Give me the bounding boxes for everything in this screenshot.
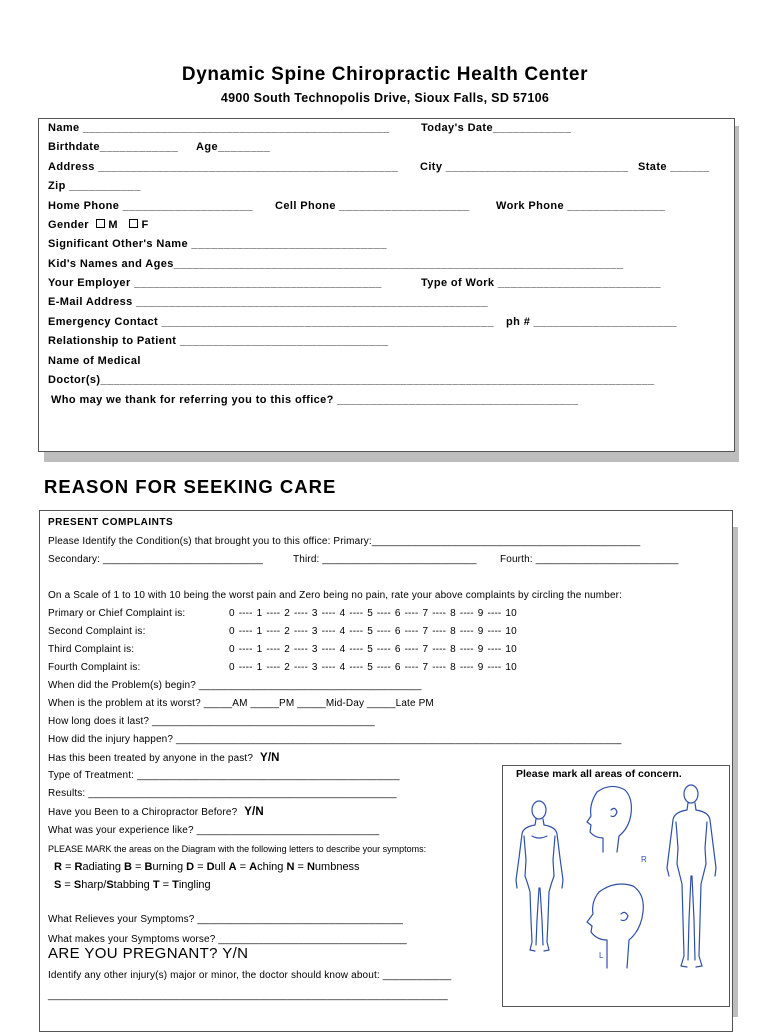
scale-number[interactable]: 6 (394, 662, 401, 673)
other-injury-field[interactable]: Identify any other injury(s) major or minor, the doctor should know about: ____________ (48, 970, 452, 981)
scale-number[interactable]: 6 (394, 626, 401, 637)
mark-areas-instructions: PLEASE MARK the areas on the Diagram with the following letters to describe your symptoms: (48, 844, 427, 854)
pain-scale-row[interactable] (229, 608, 521, 619)
todays-date-field[interactable]: Today's Date____________ (421, 122, 572, 134)
scale-number[interactable]: 5 (367, 644, 373, 655)
symptom-legend-line-1: R = Radiating B = Burning D = Dull A = Aching N = Numbness (54, 861, 360, 873)
experience-field[interactable]: What was your experience like? ________________________________ (48, 825, 380, 836)
name-field[interactable]: Name _______________________________________________ (48, 122, 390, 134)
emergency-phone-field[interactable]: ph # ______________________ (506, 316, 678, 328)
gender-row (48, 219, 149, 231)
scale-separator: ---- (294, 662, 308, 673)
scale-number[interactable]: 1 (256, 662, 263, 673)
relationship-field[interactable]: Relationship to Patient ________________________________ (48, 335, 389, 347)
scale-separator: ---- (376, 662, 391, 673)
scale-separator: ---- (459, 608, 474, 619)
scale-number[interactable]: 4 (339, 644, 346, 655)
scale-separator: ---- (321, 608, 336, 619)
diagram-letter: L (599, 951, 604, 960)
emergency-contact-field[interactable]: Emergency Contact ___________________________________________________ (48, 316, 494, 328)
pain-scale-row[interactable] (229, 662, 521, 673)
scale-number[interactable]: 10 (505, 626, 517, 637)
scale-separator: ---- (404, 662, 419, 673)
scale-separator: ---- (376, 626, 391, 637)
scale-number[interactable]: 9 (477, 626, 484, 637)
scale-separator: ---- (432, 644, 447, 655)
scale-separator: ---- (376, 608, 391, 619)
scale-number[interactable]: 7 (422, 608, 429, 619)
scale-separator: ---- (294, 644, 308, 655)
complaint-label: Third Complaint is: (48, 644, 135, 655)
type-of-treatment-field[interactable]: Type of Treatment: ______________________________________________ (48, 770, 400, 781)
treated-before-label: Has this been treated by anyone in the past? (48, 753, 254, 764)
scale-separator: ---- (349, 608, 364, 619)
state-field[interactable]: State ______ (638, 161, 710, 173)
third-condition-field[interactable]: Third: ___________________________ (293, 554, 477, 565)
work-phone-field[interactable]: Work Phone _______________ (496, 200, 666, 212)
pregnancy-question[interactable]: ARE YOU PREGNANT? Y/N (48, 945, 249, 962)
other-injury-continued[interactable]: ______________________________________________________________________ (48, 990, 448, 1001)
scale-number[interactable]: 10 (505, 662, 517, 673)
scale-number[interactable]: 4 (339, 626, 346, 637)
scale-number[interactable]: 9 (477, 608, 484, 619)
scale-separator: ---- (487, 644, 502, 655)
gender-m-label: M (108, 219, 118, 231)
scale-separator: ---- (459, 662, 474, 673)
scale-number[interactable]: 4 (339, 662, 346, 673)
front-body-figure (516, 801, 563, 951)
diagram-letter: R (641, 855, 647, 864)
pain-scale-row[interactable] (229, 626, 521, 637)
employer-field[interactable]: Your Employer ______________________________________ (48, 277, 382, 289)
scale-number[interactable]: 3 (311, 608, 318, 619)
scale-separator: ---- (376, 644, 391, 655)
scale-separator: ---- (487, 608, 502, 619)
kids-names-field[interactable]: Kid's Names and Ages_____________________________________________________________________ (48, 258, 624, 270)
referral-field[interactable]: Who may we thank for referring you to this office? _____________________________________ (51, 394, 579, 406)
scale-number[interactable]: 2 (284, 644, 290, 655)
scale-separator: ---- (266, 662, 281, 673)
scale-separator: ---- (266, 608, 281, 619)
primary-condition-field[interactable]: Please Identify the Condition(s) that brought you to this office: Primary:_______________________________________________ (48, 536, 641, 547)
results-field[interactable]: Results: ______________________________________________________ (48, 788, 397, 799)
problem-begin-field[interactable]: When did the Problem(s) begin? _______________________________________ (48, 680, 422, 691)
scale-number[interactable]: 3 (311, 662, 318, 673)
scale-separator: ---- (294, 608, 308, 619)
scale-separator: ---- (349, 662, 364, 673)
back-body-figure (667, 785, 716, 967)
chiropractor-before-row (48, 806, 264, 818)
scale-number[interactable]: 10 (505, 644, 517, 655)
scale-separator: ---- (266, 644, 281, 655)
gender-m-checkbox[interactable] (96, 219, 105, 228)
scale-number[interactable]: 1 (256, 608, 263, 619)
fourth-condition-field[interactable]: Fourth: _________________________ (500, 554, 679, 565)
zip-field[interactable]: Zip ___________ (48, 180, 141, 192)
scale-number[interactable]: 0 (229, 644, 235, 655)
treated-before-row (48, 752, 280, 764)
scale-number[interactable]: 0 (229, 662, 235, 673)
scale-number[interactable]: 8 (450, 626, 456, 637)
section-heading: REASON FOR SEEKING CARE (44, 476, 337, 497)
scale-number[interactable]: 5 (367, 626, 373, 637)
scale-number[interactable]: 1 (256, 644, 263, 655)
scale-number[interactable]: 8 (450, 644, 456, 655)
secondary-condition-field[interactable]: Secondary: ____________________________ (48, 554, 263, 565)
address-field[interactable]: Address ______________________________________________ (48, 161, 399, 173)
diagram-title: Please mark all areas of concern. (516, 768, 682, 780)
scale-separator: ---- (349, 626, 364, 637)
complaint-label: Fourth Complaint is: (48, 662, 141, 673)
how-injury-field[interactable]: How did the injury happen? ______________________________________________________________________________ (48, 734, 622, 745)
side-head-figure (587, 786, 631, 852)
gender-f-label: F (141, 219, 149, 231)
scale-separator: ---- (349, 644, 364, 655)
scale-separator: ---- (321, 626, 336, 637)
scale-separator: ---- (404, 644, 419, 655)
scale-number[interactable]: 4 (339, 608, 346, 619)
scale-separator: ---- (266, 626, 281, 637)
body-diagram[interactable] (503, 780, 727, 1004)
scale-number[interactable]: 6 (394, 644, 401, 655)
scale-number[interactable]: 2 (284, 626, 290, 637)
pain-scale-intro: On a Scale of 1 to 10 with 10 being the worst pain and Zero being no pain, rate your above complaints by circling the number: (48, 590, 623, 601)
scale-number[interactable]: 0 (229, 626, 235, 637)
significant-other-field[interactable]: Significant Other's Name ______________________________ (48, 238, 387, 250)
gender-label: Gender (48, 219, 89, 231)
scale-separator: ---- (459, 644, 474, 655)
symptom-legend-line-2: S = Sharp/Stabbing T = Tingling (54, 879, 211, 891)
scale-number[interactable]: 7 (422, 644, 429, 655)
scale-number[interactable]: 3 (311, 644, 318, 655)
scale-separator: ---- (487, 626, 502, 637)
home-phone-field[interactable]: Home Phone ____________________ (48, 200, 254, 212)
scale-number[interactable]: 9 (477, 644, 484, 655)
scale-separator: ---- (432, 608, 447, 619)
scale-number[interactable]: 5 (367, 662, 373, 673)
scale-separator: ---- (238, 626, 253, 637)
scale-separator: ---- (321, 662, 336, 673)
scale-number[interactable]: 9 (477, 662, 484, 673)
medical-doctor-field[interactable]: Doctor(s)_____________________________________________________________________________________ (48, 374, 655, 386)
treated-yn[interactable]: Y/N (260, 752, 280, 764)
scale-separator: ---- (238, 644, 253, 655)
medical-doctor-label: Name of Medical (48, 355, 141, 367)
scale-separator: ---- (432, 626, 447, 637)
worse-field[interactable]: What makes your Symptoms worse? _________________________________ (48, 934, 407, 945)
scale-separator: ---- (404, 626, 419, 637)
front-head-figure (587, 884, 643, 968)
complaint-label: Second Complaint is: (48, 626, 146, 637)
scale-number[interactable]: 10 (505, 608, 517, 619)
scale-separator: ---- (321, 644, 336, 655)
scale-separator: ---- (404, 608, 419, 619)
scale-number[interactable]: 7 (422, 626, 429, 637)
scale-separator: ---- (238, 662, 253, 673)
scale-separator: ---- (294, 626, 308, 637)
scale-separator: ---- (238, 608, 253, 619)
age-field[interactable]: Age________ (196, 141, 271, 153)
scale-number[interactable]: 6 (394, 608, 401, 619)
pain-scale-row[interactable] (229, 644, 521, 655)
scale-number[interactable]: 5 (367, 608, 373, 619)
cell-phone-field[interactable]: Cell Phone ____________________ (275, 200, 470, 212)
scale-number[interactable]: 7 (422, 662, 429, 673)
email-field[interactable]: E-Mail Address ______________________________________________________ (48, 296, 489, 308)
scale-separator: ---- (432, 662, 447, 673)
chiropractor-before-label: Have you Been to a Chiropractor Before? (48, 807, 238, 818)
scale-number[interactable]: 3 (311, 626, 318, 637)
scale-number[interactable]: 8 (450, 608, 456, 619)
scale-number[interactable]: 8 (450, 662, 456, 673)
scale-separator: ---- (459, 626, 474, 637)
scale-separator: ---- (487, 662, 502, 673)
relieves-field[interactable]: What Relieves your Symptoms? ____________________________________ (48, 914, 404, 925)
page-title: Dynamic Spine Chiropractic Health Center (181, 64, 589, 85)
city-field[interactable]: City ____________________________ (420, 161, 629, 173)
scale-number[interactable]: 1 (256, 626, 263, 637)
clinic-address: 4900 South Technopolis Drive, Sioux Falls, SD 57106 (220, 91, 550, 105)
present-complaints-heading: PRESENT COMPLAINTS (48, 517, 174, 528)
problem-worst-field[interactable]: When is the problem at its worst? _____AM _____PM _____Mid-Day _____Late PM (48, 698, 434, 709)
how-long-field[interactable]: How long does it last? _______________________________________ (48, 716, 375, 727)
scale-number[interactable]: 2 (284, 662, 290, 673)
chiropractor-yn[interactable]: Y/N (244, 806, 264, 818)
type-of-work-field[interactable]: Type of Work _________________________ (421, 277, 661, 289)
gender-f-checkbox[interactable] (129, 219, 138, 228)
scale-number[interactable]: 2 (284, 608, 290, 619)
scale-number[interactable]: 0 (229, 608, 235, 619)
birthdate-field[interactable]: Birthdate____________ (48, 141, 179, 153)
complaint-label: Primary or Chief Complaint is: (48, 608, 186, 619)
